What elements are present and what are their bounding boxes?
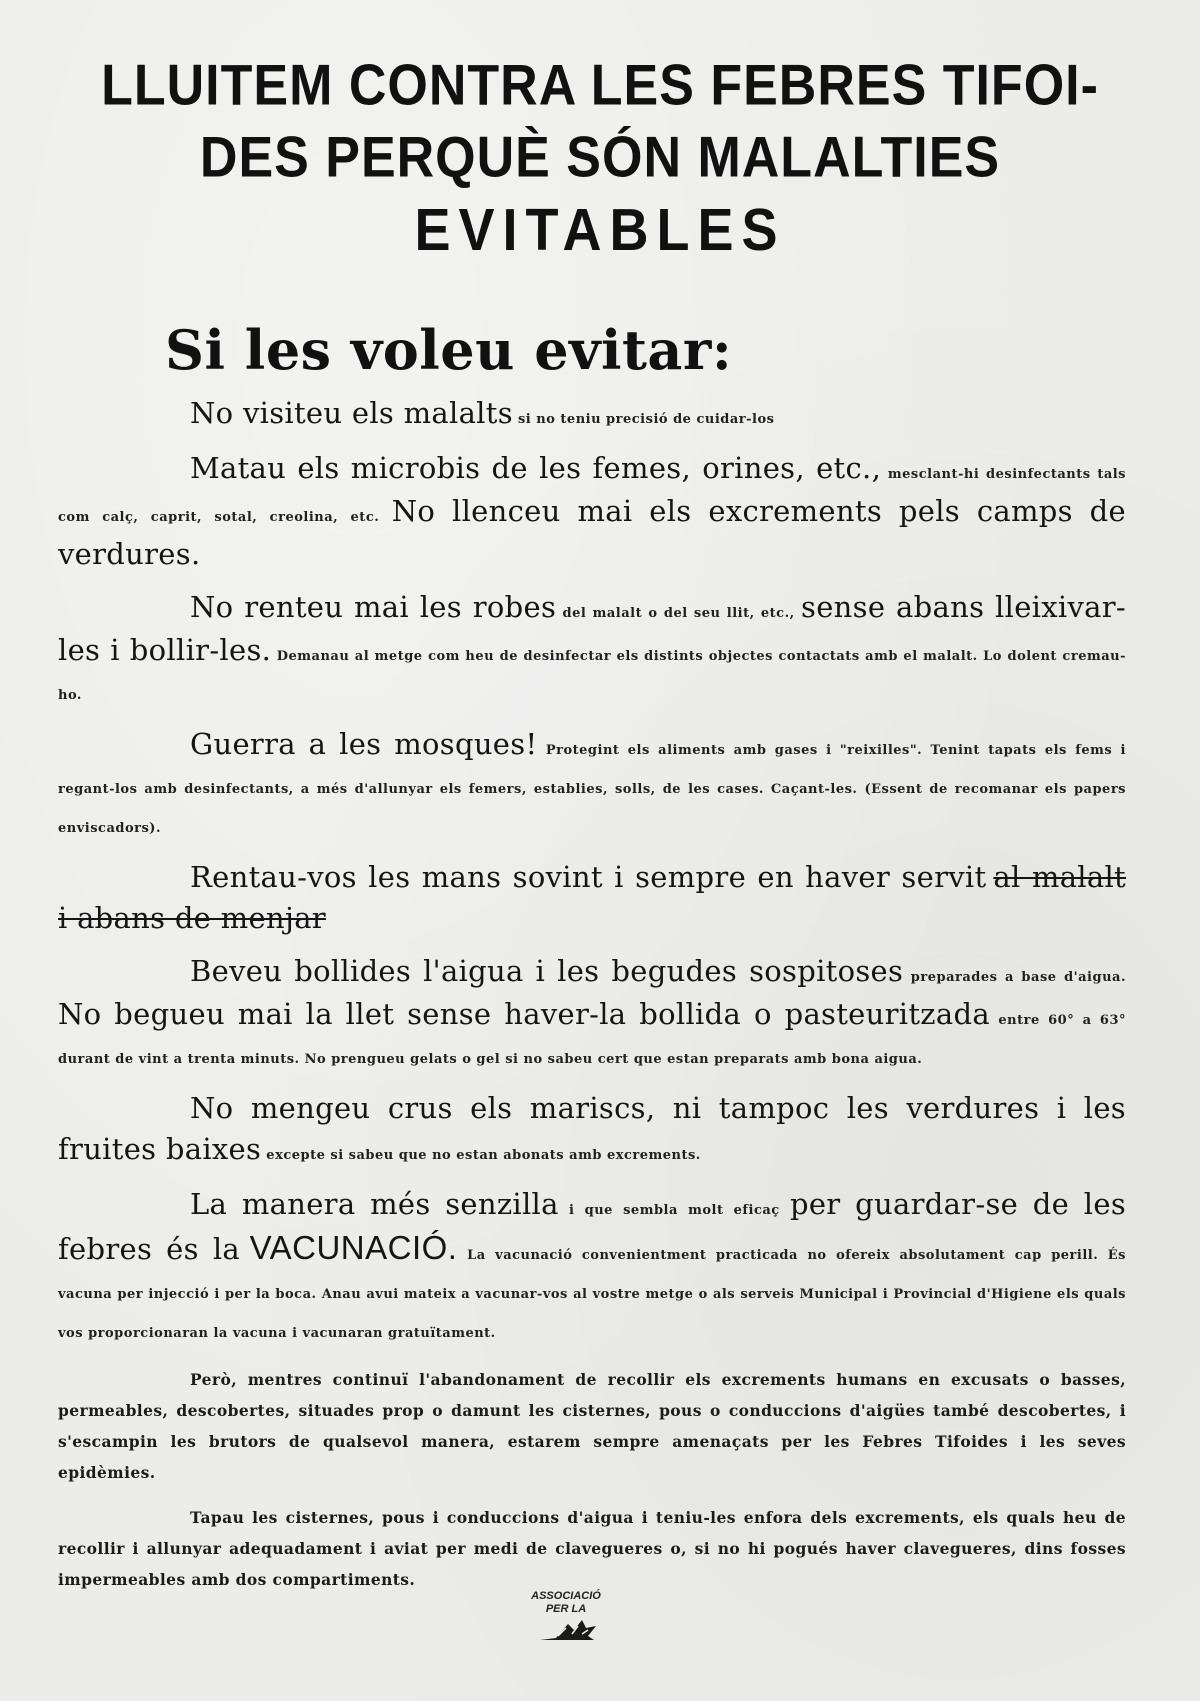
- advice-note-text: preparades a base d'aigua.: [910, 970, 1126, 985]
- advice-paragraph-flies: [58, 726, 1126, 847]
- advice-main-text: No begueu mai la llet sense haver-la bollida o pasteuritzada: [58, 997, 990, 1031]
- advice-note-text: excepte si sabeu que no estan abonats amb excrements.: [266, 1148, 701, 1163]
- advice-paragraph-visits: [58, 395, 1126, 438]
- title-line-2: DES PERQUÈ SÓN MALALTIES: [199, 126, 1001, 190]
- advice-paragraph-clothes: [58, 589, 1126, 714]
- advice-paragraph-vaccination: [58, 1186, 1126, 1352]
- advice-paragraph-shellfish: [58, 1090, 1126, 1174]
- advice-note-text: Protegint els aliments amb gases i "reixilles". Tenint tapats els fems i regant-los amb desinfectants, a més d'allunyar els femers, establies, solls, de les cases. Caçant-les. (Essent de recomanar els papers enviscadors).: [58, 743, 1126, 836]
- closing-paragraph-1: Però, mentres continuï l'abandonament de recollir els excrements humans en excusats o basses, permeables, descobertes, situades prop o damunt les cisternes, pous o conduccions d'aigües també descobertes, i s'escampin les brutors de qualsevol manera, estarem sempre amenaçats per les Febres Tifoides i les seves epidèmies.: [58, 1370, 1126, 1482]
- closing-paragraph-2: Tapau les cisternes, pous i conduccions d'aigua i teniu-les enfora dels excrements, els quals heu de recollir i allunyar adequadament i aviat per medi de clavegueres o, si no hi pogués haver clavegueres, dins fosses impermeables amb dos compartiments.: [58, 1508, 1126, 1589]
- advice-body: [58, 395, 1126, 1609]
- advice-main-text: No llenceu mai els excrements pels camps de verdures.: [58, 494, 1126, 571]
- vaccination-word: VACUNACIÓ.: [249, 1229, 458, 1266]
- advice-main-text: Matau els microbis de les femes, orines, etc.,: [190, 451, 882, 485]
- title-line-3: EVITABLES: [414, 197, 786, 263]
- association-logo: [518, 1590, 614, 1646]
- advice-note-text: i que sembla molt eficaç: [568, 1203, 780, 1218]
- advice-paragraph-hands: [58, 859, 1126, 941]
- logo-line-1: ASSOCIACIÓ: [531, 1590, 601, 1602]
- advice-main-text: Guerra a les mosques!: [190, 727, 538, 761]
- advice-paragraph-microbes: [58, 450, 1126, 577]
- advice-note-text: La vacunació convenientment practicada no ofereix absolutament cap perill. És vacuna per injecció i per la boca. Anau avui mateix a vacunar-vos al vostre metge o als serveis Municipal i Provincial d'Higiene els quals vos proporcionaran la vacuna i vacunaran gratuïtament.: [58, 1248, 1126, 1341]
- poster-title: [40, 50, 1160, 266]
- logo-emblem-icon: [538, 1616, 598, 1644]
- advice-main-text: La manera més senzilla: [190, 1187, 559, 1221]
- advice-main-text: No mengeu crus els mariscs, ni tampoc les verdures i les fruites baixes: [58, 1091, 1126, 1166]
- advice-note-text: del malalt o del seu llit, etc.,: [562, 606, 795, 621]
- advice-note-text: Demanau al metge com heu de desinfectar els distints objectes contactats amb el malalt. Lo dolent cremau-ho.: [58, 649, 1126, 703]
- advice-main-text: sense abans lleixivar-les i bollir-les.: [58, 590, 1126, 667]
- advice-main-text: No renteu mai les robes: [190, 590, 557, 624]
- advice-main-text: No visiteu els malalts: [190, 396, 513, 430]
- logo-line-2: PER LA: [545, 1603, 587, 1615]
- subheading: Si les voleu evitar:: [165, 318, 733, 382]
- logo-text: [518, 1590, 614, 1616]
- advice-note-text: entre 60° a 63° durant de vint a trenta minuts. No prengueu gelats o gel si no sabeu cert que estan preparats amb bona aigua.: [58, 1013, 1126, 1067]
- advice-main-text: Rentau-vos les mans sovint i sempre en haver servit: [190, 860, 987, 894]
- advice-note-text: si no teniu precisió de cuidar-los: [517, 412, 775, 427]
- advice-main-text: al malalt i abans de menjar: [58, 860, 1126, 935]
- title-line-1: LLUITEM CONTRA LES FEBRES TIFOI-: [101, 54, 1099, 118]
- advice-note-text: mesclant-hi desinfectants tals com calç, caprit, sotal, creolina, etc.: [58, 467, 1127, 525]
- advice-main-text: Beveu bollides l'aigua i les begudes sospitoses: [190, 954, 904, 988]
- advice-paragraph-water: [58, 953, 1126, 1078]
- advice-main-text: per guardar-se de les febres és la: [58, 1187, 1126, 1266]
